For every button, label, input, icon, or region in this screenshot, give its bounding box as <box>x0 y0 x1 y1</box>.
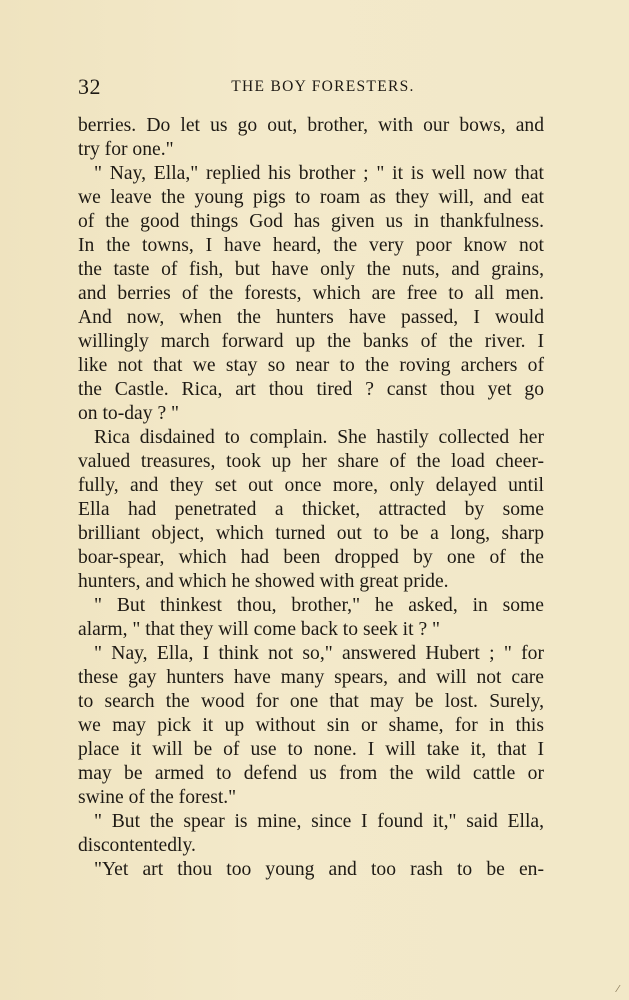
text-line: hunters, and which he showed with great pride. <box>78 571 449 592</box>
text-line: swine of the forest." <box>78 787 237 808</box>
text-line: valued treasures, took up her share of the load cheer- <box>78 451 544 472</box>
text-line: may be armed to defend us from the wild cattle or <box>78 763 544 784</box>
text-line: discontentedly. <box>78 835 196 856</box>
page-number: 32 <box>78 74 101 99</box>
text-line: " But the spear is mine, since I found it," said Ella, <box>94 811 544 832</box>
text-line: we may pick it up without sin or shame, for in this <box>78 715 544 736</box>
text-line: try for one." <box>78 139 174 160</box>
text-line: And now, when the hunters have passed, I would <box>78 307 544 328</box>
text-line: on to-day ? " <box>78 403 180 424</box>
text-line: "Yet art thou too young and too rash to be en- <box>94 859 544 880</box>
text-line: Ella had penetrated a thicket, attracted by some <box>78 499 544 520</box>
text-line: the Castle. Rica, art thou tired ? canst thou yet go <box>78 379 544 400</box>
text-line: of the good things God has given us in thankfulness. <box>78 211 544 232</box>
text-line: In the towns, I have heard, the very poor know not <box>78 235 544 256</box>
text-line: brilliant object, which turned out to be a long, sharp <box>78 523 544 544</box>
text-line: and berries of the forests, which are free to all men. <box>78 283 544 304</box>
page-header <box>78 74 544 104</box>
text-line: these gay hunters have many spears, and will not care <box>78 667 544 688</box>
body-text <box>78 114 544 882</box>
text-line: the taste of fish, but have only the nuts, and grains, <box>78 259 544 280</box>
text-line: alarm, " that they will come back to seek it ? " <box>78 619 441 640</box>
text-line: we leave the young pigs to roam as they will, and eat <box>78 187 544 208</box>
text-line: fully, and they set out once more, only delayed until <box>78 475 544 496</box>
text-line: willingly march forward up the banks of the river. I <box>78 331 544 352</box>
text-line: like not that we stay so near to the roving archers of <box>78 355 544 376</box>
running-title: THE BOY FORESTERS. <box>231 78 415 95</box>
page-corner-mark: ⁄ <box>617 984 619 995</box>
text-line: " But thinkest thou, brother," he asked, in some <box>94 595 544 616</box>
text-line: to search the wood for one that may be lost. Surely, <box>78 691 544 712</box>
text-line: boar-spear, which had been dropped by one of the <box>78 547 544 568</box>
text-line: Rica disdained to complain. She hastily collected her <box>94 427 544 448</box>
text-line: " Nay, Ella," replied his brother ; " it is well now that <box>94 163 544 184</box>
text-line: berries. Do let us go out, brother, with our bows, and <box>78 115 544 136</box>
text-line: " Nay, Ella, I think not so," answered Hubert ; " for <box>94 643 544 664</box>
text-line: place it will be of use to none. I will take it, that I <box>78 739 544 760</box>
